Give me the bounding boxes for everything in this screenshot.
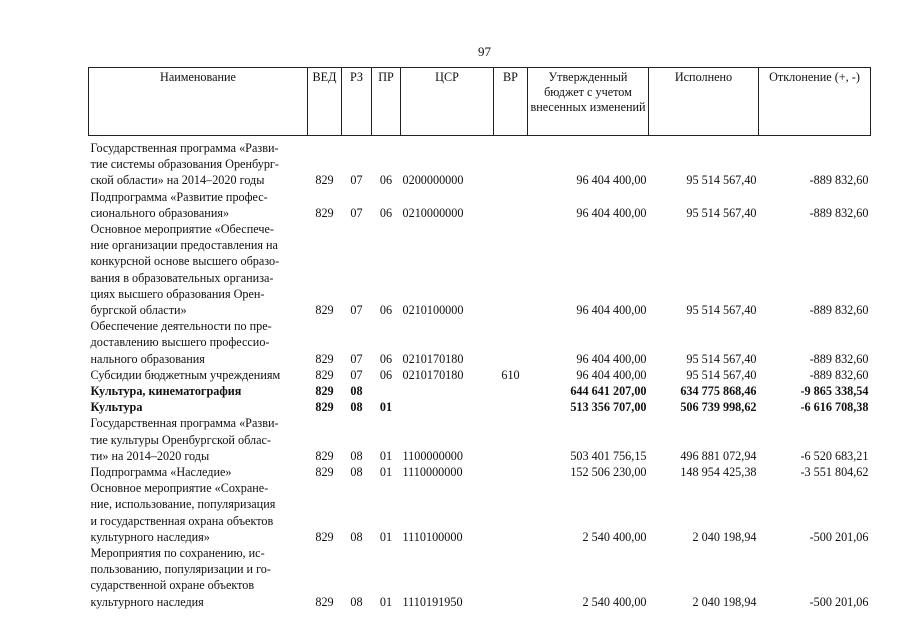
cell-deviation: -6 520 683,21 — [800, 448, 869, 463]
cell-csr: 0210100000 — [402, 303, 464, 318]
cell-vr — [494, 383, 528, 399]
cell-executed: 2 040 198,94 — [692, 594, 757, 609]
cell-csr: 1110100000 — [402, 529, 463, 544]
cell-deviation: -889 832,60 — [809, 367, 869, 382]
header-deviation: Отклонение (+, -) — [759, 68, 871, 136]
cell-executed: 95 514 567,40 — [686, 367, 757, 382]
cell-name: Основное мероприятие «Сохране- ние, использование, популяризация и государственная охрана объектов культурного наследия» — [90, 481, 276, 544]
cell-name: Мероприятия по сохранению, ис- пользованию, популяризации и го- сударственной охране объектов культурного наследия — [90, 546, 271, 609]
header-rz: РЗ — [342, 68, 372, 136]
cell-ved: 829 — [315, 384, 334, 399]
cell-vr — [494, 318, 528, 367]
cell-vr — [494, 136, 528, 189]
cell-rz: 07 — [350, 205, 363, 220]
cell-pr: 01 — [379, 465, 393, 480]
cell-executed: 148 954 425,38 — [680, 465, 757, 480]
cell-executed: 506 739 998,62 — [680, 400, 757, 415]
cell-deviation: -889 832,60 — [809, 351, 869, 366]
table-row — [89, 189, 871, 221]
cell-deviation: -500 201,06 — [809, 594, 869, 609]
header-executed: Исполнено — [649, 68, 759, 136]
cell-csr: 1110191950 — [402, 594, 463, 609]
cell-name: Государственная программа «Разви- тие культуры Оренбургской облас- ти» на 2014–2020 годы — [90, 416, 279, 463]
cell-csr: 0200000000 — [402, 173, 464, 188]
cell-name: Обеспечение деятельности по пре- доставлению высшего профессио- нального образования — [90, 319, 272, 366]
cell-vr — [494, 221, 528, 318]
cell-name: Подпрограмма «Развитие профес- сионального образования» — [90, 189, 268, 220]
header-approved: Утвержденный бюджет с учетом внесенных изменений — [528, 68, 649, 136]
cell-vr — [494, 545, 528, 610]
table-row — [89, 464, 871, 480]
cell-csr: 0210170180 — [402, 351, 464, 366]
cell-executed: 95 514 567,40 — [686, 351, 757, 366]
cell-rz: 08 — [350, 384, 363, 399]
cell-rz: 07 — [350, 367, 363, 382]
cell-ved: 829 — [315, 465, 334, 480]
cell-name: Государственная программа «Разви- тие системы образования Оренбург- ской области» на 2014–2020 годы — [90, 141, 279, 188]
cell-approved: 152 506 230,00 — [570, 465, 647, 480]
cell-rz: 08 — [350, 594, 363, 609]
cell-csr: 1100000000 — [402, 448, 463, 463]
cell-deviation: -889 832,60 — [809, 173, 869, 188]
cell-executed: 95 514 567,40 — [686, 173, 757, 188]
cell-rz: 08 — [350, 529, 363, 544]
cell-ved: 829 — [315, 400, 334, 415]
table-row — [89, 136, 871, 189]
cell-ved: 829 — [315, 351, 334, 366]
table-body — [89, 136, 871, 610]
cell-ved: 829 — [315, 448, 334, 463]
table-row — [89, 367, 871, 383]
page-number: 97 — [478, 44, 491, 59]
table-header-row — [89, 68, 871, 136]
cell-vr — [494, 189, 528, 221]
cell-approved: 96 404 400,00 — [576, 205, 647, 220]
cell-executed: 95 514 567,40 — [686, 205, 757, 220]
cell-deviation: -889 832,60 — [809, 205, 869, 220]
cell-name: Культура, кинематография — [90, 384, 242, 399]
cell-csr: 0210000000 — [402, 205, 464, 220]
cell-ved: 829 — [315, 173, 334, 188]
cell-pr: 06 — [379, 367, 393, 382]
table-row — [89, 415, 871, 464]
cell-deviation: -3 551 804,62 — [800, 465, 869, 480]
cell-approved: 96 404 400,00 — [576, 303, 647, 318]
cell-approved: 503 401 756,15 — [570, 448, 647, 463]
cell-pr: 06 — [379, 303, 393, 318]
cell-ved: 829 — [315, 303, 334, 318]
cell-executed: 95 514 567,40 — [686, 303, 757, 318]
cell-executed: 496 881 072,94 — [680, 448, 757, 463]
cell-deviation: -889 832,60 — [809, 303, 869, 318]
cell-name: Подпрограмма «Наследие» — [90, 465, 232, 480]
cell-deviation: -9 865 338,54 — [800, 384, 869, 399]
cell-vr — [494, 480, 528, 545]
cell-approved: 96 404 400,00 — [576, 351, 647, 366]
cell-pr: 01 — [379, 400, 393, 415]
cell-csr — [401, 383, 494, 399]
cell-name: Основное мероприятие «Обеспече- ние организации предоставления на конкурсной основе высшего образо- вания в образовательных организа- циях высшего образования Орен- бургской области» — [90, 222, 280, 318]
cell-pr: 06 — [379, 173, 393, 188]
cell-approved: 513 356 707,00 — [570, 400, 647, 415]
cell-name: Культура — [90, 400, 143, 415]
table-row — [89, 399, 871, 415]
cell-rz: 07 — [350, 173, 363, 188]
cell-pr: 01 — [379, 594, 393, 609]
cell-executed: 2 040 198,94 — [692, 529, 757, 544]
cell-approved: 2 540 400,00 — [582, 594, 647, 609]
cell-vr — [494, 464, 528, 480]
cell-rz: 08 — [350, 448, 363, 463]
cell-ved: 829 — [315, 205, 334, 220]
cell-ved: 829 — [315, 594, 334, 609]
cell-rz: 08 — [350, 465, 363, 480]
cell-approved: 96 404 400,00 — [576, 367, 647, 382]
cell-csr: 1110000000 — [402, 465, 463, 480]
header-pr: ПР — [372, 68, 401, 136]
cell-pr: 01 — [379, 448, 393, 463]
cell-pr — [372, 383, 401, 399]
cell-csr — [401, 399, 494, 415]
header-name: Наименование — [89, 68, 308, 136]
cell-executed: 634 775 868,46 — [680, 384, 757, 399]
table-row — [89, 545, 871, 610]
cell-deviation: -6 616 708,38 — [800, 400, 869, 415]
budget-table — [88, 67, 871, 610]
cell-approved: 96 404 400,00 — [576, 173, 647, 188]
cell-csr: 0210170180 — [402, 367, 464, 382]
cell-rz: 08 — [350, 400, 363, 415]
cell-pr: 01 — [379, 529, 393, 544]
table-row — [89, 221, 871, 318]
header-csr: ЦСР — [401, 68, 494, 136]
cell-rz: 07 — [350, 303, 363, 318]
header-vr: ВР — [494, 68, 528, 136]
cell-vr — [494, 415, 528, 464]
cell-approved: 2 540 400,00 — [582, 529, 647, 544]
cell-pr: 06 — [379, 205, 393, 220]
cell-rz: 07 — [350, 351, 363, 366]
table-row — [89, 383, 871, 399]
cell-vr: 610 — [501, 367, 520, 382]
cell-ved: 829 — [315, 529, 334, 544]
cell-vr — [494, 399, 528, 415]
cell-pr: 06 — [379, 351, 393, 366]
table-row — [89, 318, 871, 367]
cell-name: Субсидии бюджетным учреждениям — [90, 367, 281, 382]
cell-approved: 644 641 207,00 — [570, 384, 647, 399]
cell-ved: 829 — [315, 367, 334, 382]
header-ved: ВЕД — [308, 68, 342, 136]
cell-deviation: -500 201,06 — [809, 529, 869, 544]
table-row — [89, 480, 871, 545]
